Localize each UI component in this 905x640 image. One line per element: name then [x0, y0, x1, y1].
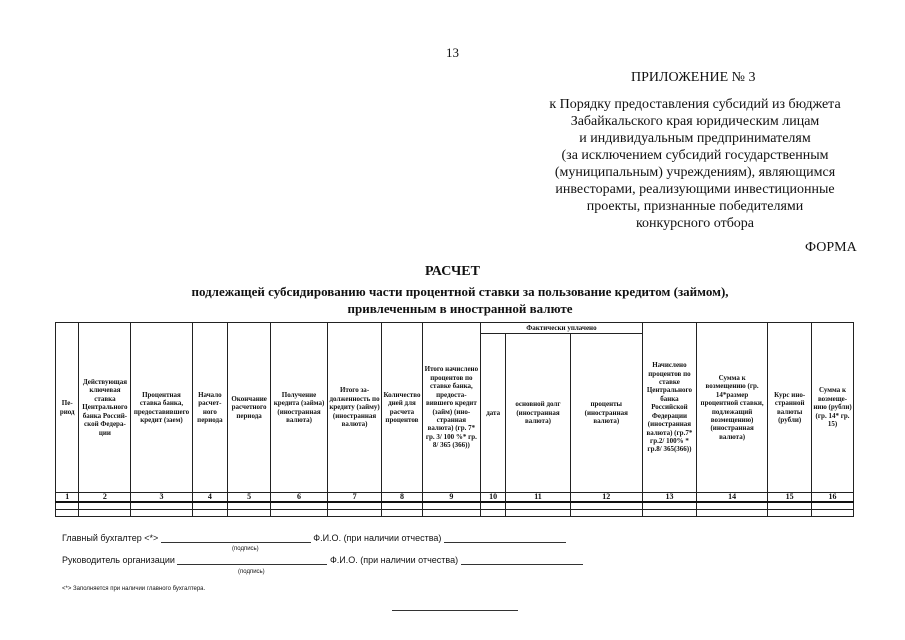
col-header-interest-paid: проценты (иностранная валюта) [570, 334, 642, 493]
table-cell[interactable] [768, 502, 812, 510]
table-cell[interactable] [131, 510, 192, 517]
chief-accountant-signature-line [62, 532, 566, 543]
col-header-bank-rate: Процентная ставка банка, предоставившего кредит (заем) [131, 323, 192, 493]
chief-accountant-signature-field[interactable] [161, 532, 311, 543]
table-cell[interactable] [768, 510, 812, 517]
chief-accountant-label: Главный бухгалтер <*> [62, 533, 159, 543]
col-group-actually-paid: Фактически уплачено [480, 323, 642, 334]
col-number: 4 [192, 493, 228, 503]
col-number: 8 [382, 493, 423, 503]
appendix-line: конкурсного отбора [635, 216, 755, 231]
table-cell[interactable] [328, 510, 382, 517]
col-number: 11 [506, 493, 570, 503]
col-number: 13 [642, 493, 696, 503]
appendix-title: ПРИЛОЖЕНИЕ № 3 [631, 70, 756, 85]
appendix-line: (за исключением субсидий государственным [561, 148, 829, 163]
footnote: <*> Заполняется при наличии главного бухгалтера. [62, 586, 206, 592]
appendix-line: и индивидуальным предпринимателям [579, 131, 811, 146]
col-header-key-rate: Действующая ключевая ставка Центрального банка Российской Федерации [79, 323, 131, 493]
table-cell[interactable] [56, 510, 79, 517]
calculation-table [55, 322, 854, 517]
col-header-credit-received: Получение кредита (займа) (иностранная валюта) [271, 323, 328, 493]
manager-signature-field[interactable] [177, 554, 327, 565]
table-cell[interactable] [812, 502, 854, 510]
table-cell[interactable] [228, 502, 271, 510]
col-header-period-end: Окончание расчетного периода [228, 323, 271, 493]
table-cell[interactable] [56, 502, 79, 510]
col-header-interest-cb: Начислено процентов по ставке Центрального банка Российской Федерации (иностранная валюта) (гр.7* гр.2/ 100% * гр.8/ 365(366)) [642, 323, 696, 493]
table-cell[interactable] [192, 502, 228, 510]
col-number: 1 [56, 493, 79, 503]
table-cell[interactable] [506, 502, 570, 510]
col-header-principal: основной долг (иностранная валюта) [506, 334, 570, 493]
appendix-line: проекты, признанные победителями [586, 199, 804, 214]
col-header-period-start: Начало расчетного периода [192, 323, 228, 493]
col-number: 9 [422, 493, 480, 503]
col-header-reimbursement-rub: Сумма к возмещению (рубли) (гр. 14* гр. 15) [812, 323, 854, 493]
table-cell[interactable] [328, 502, 382, 510]
document-subtitle [150, 283, 770, 317]
col-number: 3 [131, 493, 192, 503]
table-cell[interactable] [228, 510, 271, 517]
table-cell[interactable] [271, 510, 328, 517]
col-number: 7 [328, 493, 382, 503]
table-cell[interactable] [422, 510, 480, 517]
col-header-total-debt: Итого задолженность по кредиту (займу) (иностранная валюта) [328, 323, 382, 493]
signature-caption: (подпись) [232, 546, 259, 552]
table-cell[interactable] [192, 510, 228, 517]
table-cell[interactable] [570, 502, 642, 510]
table-cell[interactable] [570, 510, 642, 517]
footer-divider [392, 610, 518, 611]
table-cell[interactable] [642, 510, 696, 517]
table-cell[interactable] [79, 502, 131, 510]
table-cell[interactable] [696, 502, 767, 510]
table-cell[interactable] [79, 510, 131, 517]
col-header-exchange-rate: Курс иностранной валюты (рубли) [768, 323, 812, 493]
appendix-line: Забайкальского края юридическим лицам [570, 114, 820, 129]
col-number: 16 [812, 493, 854, 503]
col-number: 10 [480, 493, 505, 503]
table-cell[interactable] [271, 502, 328, 510]
chief-accountant-fio-field[interactable] [444, 532, 566, 543]
table-cell[interactable] [480, 502, 505, 510]
appendix-line: (муниципальным) учреждениям), являющимся [554, 165, 836, 180]
table-cell[interactable] [422, 502, 480, 510]
col-number: 5 [228, 493, 271, 503]
table-row [56, 510, 854, 517]
col-header-period: Пе- риод [56, 323, 79, 493]
subtitle-line: привлеченным в иностранной валюте [347, 301, 573, 316]
document-title: РАСЧЕТ [425, 264, 480, 279]
table-cell[interactable] [382, 510, 423, 517]
table-cell[interactable] [506, 510, 570, 517]
col-number: 14 [696, 493, 767, 503]
subtitle-line: подлежащей субсидированию части процентной ставки за пользование кредитом (займом), [191, 284, 729, 299]
appendix-line: инвесторами, реализующими инвестиционные [555, 182, 835, 197]
col-header-reimbursement-fx: Сумма к возмещению (гр. 14*размер процентной ставки, подлежащий возмещению) (иностранная валюта) [696, 323, 767, 493]
form-label: ФОРМА [805, 240, 857, 255]
col-number: 2 [79, 493, 131, 503]
table-cell[interactable] [131, 502, 192, 510]
manager-signature-line [62, 554, 583, 565]
table-cell[interactable] [382, 502, 423, 510]
table-cell[interactable] [642, 502, 696, 510]
fio-label: Ф.И.О. (при наличии отчества) [329, 555, 459, 565]
table-cell[interactable] [812, 510, 854, 517]
col-number: 12 [570, 493, 642, 503]
appendix-description [525, 96, 865, 232]
col-number: 6 [271, 493, 328, 503]
appendix-line: к Порядку предоставления субсидий из бюджета [549, 97, 841, 112]
table-cell[interactable] [696, 510, 767, 517]
manager-fio-field[interactable] [461, 554, 583, 565]
fio-label: Ф.И.О. (при наличии отчества) [313, 533, 442, 543]
table-cell[interactable] [480, 510, 505, 517]
manager-label: Руководитель организации [62, 555, 175, 565]
table-row [56, 502, 854, 510]
col-header-days: Количество дней для расчета процентов [382, 323, 423, 493]
col-header-date: дата [480, 334, 505, 493]
col-header-interest-bank: Итого начислено процентов по ставке банка, предоставившего кредит (займ) (иностранная валюта) (гр. 7* гр. 3/ 100 %* гр. 8/ 365 (366)) [422, 323, 480, 493]
page-number: 13 [446, 45, 459, 60]
col-number: 15 [768, 493, 812, 503]
signature-caption: (подпись) [238, 569, 265, 575]
